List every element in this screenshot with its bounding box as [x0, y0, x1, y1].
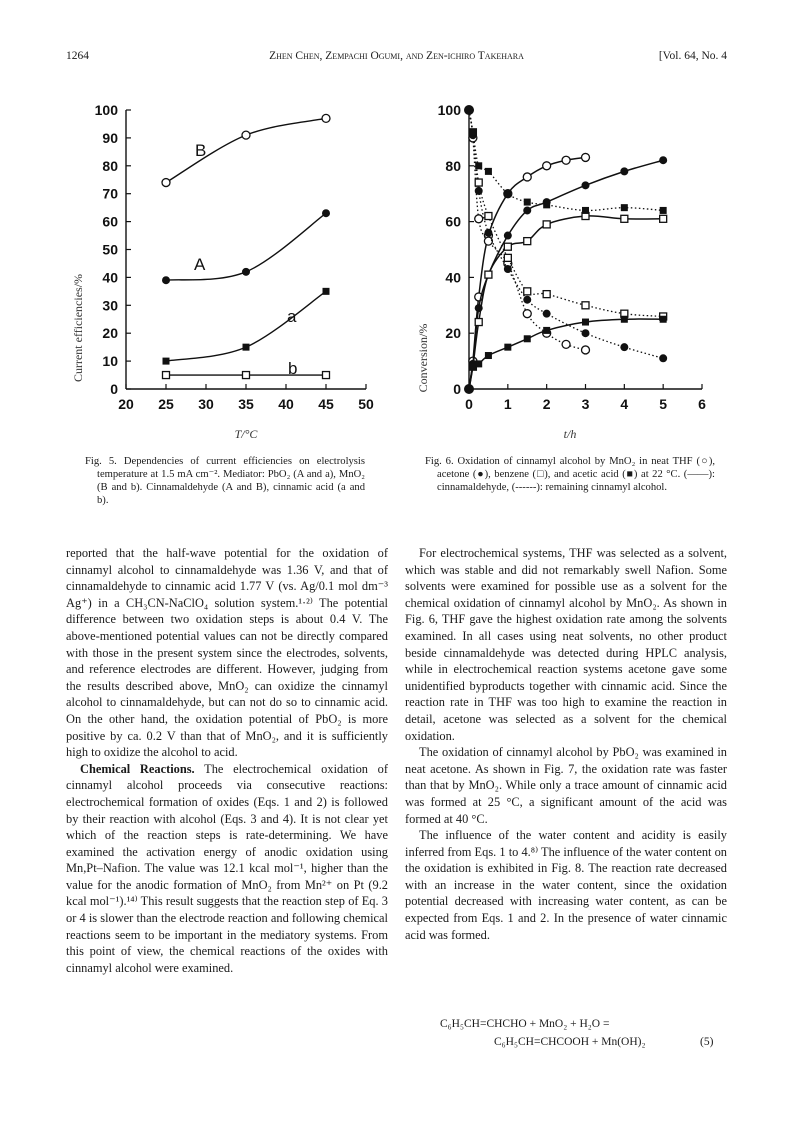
- marker-filled-square: [660, 316, 667, 323]
- fig6-ylabel: Conversion/%: [416, 323, 430, 393]
- x-tick-label: 25: [158, 396, 174, 412]
- marker-open-square: [543, 291, 550, 298]
- curve-label-b: b: [288, 359, 298, 378]
- section-heading: Chemical Reactions.: [80, 761, 195, 776]
- marker-filled-square: [621, 204, 628, 211]
- curve-label-B: B: [195, 141, 207, 160]
- fig5-xlabel: T/°C: [234, 427, 258, 441]
- marker-open-square: [323, 372, 330, 379]
- marker-filled-square: [504, 190, 511, 197]
- marker-filled-square: [243, 344, 250, 351]
- y-tick-label: 30: [102, 297, 118, 314]
- marker-filled-square: [524, 335, 531, 342]
- equation-5-number: (5): [700, 1036, 714, 1048]
- paragraph: Chemical Reactions. The electrochemical oxidation of cinnamyl alcohol proceeds via consecutive reactions: electrochemical formation of oxides (Eqs. 1 and 2) is followed by their reaction with alcohol (Eqs. 3 and 4). It is not clear yet which of the reaction steps is rate-determining. We have examined the activation energy of anodic oxidation using Mn,Pt–Nafion. The value was 12.1 kcal mol⁻¹, higher than the value for the anodic formation of MnO₂ from Mn²⁺ on Pt (9.2 kcal mol⁻¹).¹⁴⁾ This result suggests that the reaction step of Eq. 3 or 4 is slower than the electrode reaction and following chemical reactions seem to be important in the mediatory systems. From this point of view, the chemical reactions of the oxides with cinnamyl alcohol were examined.: [66, 761, 389, 975]
- marker-open-circle: [562, 156, 570, 164]
- y-tick-label: 60: [445, 213, 461, 230]
- x-tick-label: 20: [118, 396, 134, 412]
- y-tick-label: 40: [445, 269, 461, 286]
- curve-label-a: a: [287, 307, 297, 326]
- y-tick-label: 0: [110, 381, 118, 397]
- marker-filled-circle: [504, 232, 512, 240]
- marker-filled-circle: [523, 296, 531, 304]
- marker-filled-square: [323, 288, 330, 295]
- x-tick-label: 4: [620, 396, 629, 412]
- marker-filled-circle: [504, 265, 512, 273]
- equation-5-line1: C₆H₅CH=CHCHO + MnO₂ + H₂O =: [440, 1018, 610, 1030]
- x-tick-label: 50: [358, 396, 374, 412]
- marker-filled-square: [621, 316, 628, 323]
- right-text-column: [405, 545, 727, 943]
- marker-filled-square: [504, 344, 511, 351]
- curve-label-A: A: [194, 255, 206, 274]
- marker-filled-circle: [162, 276, 170, 284]
- marker-filled-square: [163, 358, 170, 365]
- y-tick-label: 90: [102, 129, 118, 146]
- paragraph: reported that the half-wave potential for the oxidation of cinnamyl alcohol to cinnamaldehyde was 1.36 V, and that of cinnamaldehyde to cinnamic acid 1.77 V (vs. Ag/0.1 mol dm⁻³ Ag⁺) in a CH₃CN-NaClO₄ solution system.¹·²⁾ The potential difference between two oxidation steps is about 0.4 V. The above-mentioned potential values can not be directly compared with those in the present system since the electrodes, solvents, and reference electrodes are different. However, judging from the results described above, MnO₂ can oxidize the cinnamyl alcohol to cinnamaldehyde, but can not do so to cinnamic acid. On the other hand, the oxidation potential of PbO₂ is more positive by ca. 0.2 V than that of MnO₂, and it is sufficiently high to oxidize the alcohol to acid.: [66, 546, 388, 760]
- x-tick-label: 5: [659, 396, 668, 412]
- marker-open-circle: [484, 237, 492, 245]
- marker-open-square: [621, 215, 628, 222]
- series-line-solid-filled-square: [469, 319, 663, 389]
- x-tick-label: 3: [581, 396, 590, 412]
- marker-filled-circle: [543, 310, 551, 318]
- marker-filled-circle: [242, 268, 250, 276]
- left-text-column: [66, 545, 388, 976]
- marker-open-square: [163, 372, 170, 379]
- y-tick-label: 50: [102, 241, 118, 258]
- marker-open-square: [524, 288, 531, 295]
- marker-open-circle: [475, 215, 483, 223]
- series-line-dotted-filled-circle: [469, 110, 663, 358]
- marker-filled-square: [543, 327, 550, 334]
- fig6-xlabel: t/h: [563, 427, 577, 441]
- marker-open-square: [582, 302, 589, 309]
- marker-filled-circle: [659, 354, 667, 362]
- marker-open-square: [475, 179, 482, 186]
- figure-6-chart: [405, 98, 725, 443]
- marker-filled-square: [469, 129, 476, 136]
- figure-5-chart: [70, 98, 400, 443]
- y-tick-label: 20: [445, 325, 461, 342]
- marker-open-square: [504, 243, 511, 250]
- marker-filled-circle: [464, 105, 474, 115]
- marker-open-square: [660, 215, 667, 222]
- marker-open-square: [243, 372, 250, 379]
- marker-open-square: [485, 213, 492, 220]
- marker-open-circle: [523, 310, 531, 318]
- series-line-B: [166, 118, 326, 182]
- x-tick-label: 30: [198, 396, 214, 412]
- y-tick-label: 60: [102, 213, 118, 230]
- x-tick-label: 35: [238, 396, 254, 412]
- marker-open-circle: [162, 179, 170, 187]
- x-tick-label: 40: [278, 396, 294, 412]
- marker-filled-circle: [523, 206, 531, 214]
- figure-6-caption: Fig. 6. Oxidation of cinnamyl alcohol by MnO₂ in neat THF (○), acetone (●), benzene (□), and acetic acid (■) at 22 °C. (——): cinnamaldehyde, (------): remaining cinnamyl alcohol.: [425, 456, 715, 493]
- marker-filled-square: [543, 201, 550, 208]
- fig5-ylabel: Current efficiencies/%: [71, 273, 85, 383]
- y-tick-label: 100: [94, 102, 118, 118]
- marker-filled-square: [475, 360, 482, 367]
- series-line-dotted-open-square: [469, 110, 663, 316]
- marker-open-circle: [582, 153, 590, 161]
- marker-filled-circle: [620, 343, 628, 351]
- paragraph: The influence of the water content and acidity is easily inferred from Eqs. 1 to 4.⁸⁾ The influence of the water content on the oxidation is exhibited in Fig. 8. The reaction rate decreased with an increase in the water content, since the oxidation potential decreased with increasing water content, as can be expected from Eqs. 1 and 2. In the presence of water cinnamic acid was formed.: [405, 828, 727, 942]
- running-head-authors: Zhen Chen, Zempachi Ogumi, and Zen-ichiro Takehara: [269, 50, 524, 62]
- marker-filled-circle: [659, 156, 667, 164]
- y-tick-label: 80: [445, 157, 461, 174]
- marker-open-square: [485, 271, 492, 278]
- marker-filled-square: [485, 168, 492, 175]
- paragraph: For electrochemical systems, THF was selected as a solvent, which was stable and did not remarkably swell Nafion. Some solvents were examined for possible use as a solvent for the chemical oxidation of cinnamyl alcohol by MnO₂. As shown in Fig. 6, THF gave the highest oxidation rate among the solvents examined. In all cases using neat solvents, no other product beside cinnamaldehyde was detected during HPLC analysis, while in electrochemical reaction systems acetone gave some unidentified byproducts together with cinnamic acid. Since the reaction rate in THF was too high to examine the reaction in detail, acetone was selected as a solvent for the chemical oxidation.: [405, 546, 727, 743]
- y-tick-label: 10: [102, 353, 118, 370]
- marker-filled-circle: [464, 384, 474, 394]
- marker-filled-square: [582, 319, 589, 326]
- marker-filled-square: [582, 207, 589, 214]
- marker-filled-square: [660, 207, 667, 214]
- marker-open-circle: [582, 346, 590, 354]
- x-tick-label: 45: [318, 396, 334, 412]
- running-head-volume: [Vol. 64, No. 4: [658, 50, 727, 62]
- marker-open-square: [524, 238, 531, 245]
- marker-filled-circle: [582, 329, 590, 337]
- marker-filled-circle: [484, 229, 492, 237]
- y-tick-label: 70: [102, 185, 118, 202]
- series-line-solid-filled-circle: [469, 160, 663, 389]
- marker-open-circle: [242, 131, 250, 139]
- x-tick-label: 6: [698, 396, 706, 412]
- marker-open-square: [504, 254, 511, 261]
- marker-open-square: [475, 319, 482, 326]
- y-tick-label: 100: [437, 102, 461, 118]
- paragraph: The oxidation of cinnamyl alcohol by PbO₂ was examined in neat acetone. As shown in Fig. 7, the oxidation rate was faster than that by MnO₂. While only a trace amount of cinnamic acid was formed at 25 °C, a significant amount of the acid was formed at 40 °C.: [405, 745, 727, 826]
- marker-filled-circle: [582, 181, 590, 189]
- page-number: 1264: [66, 50, 89, 62]
- y-tick-label: 40: [102, 269, 118, 286]
- x-tick-label: 0: [465, 396, 473, 412]
- y-tick-label: 80: [102, 157, 118, 174]
- x-tick-label: 1: [503, 396, 512, 412]
- marker-filled-circle: [620, 167, 628, 175]
- marker-open-circle: [562, 340, 570, 348]
- y-tick-label: 20: [102, 325, 118, 342]
- marker-filled-square: [524, 199, 531, 206]
- marker-open-square: [543, 221, 550, 228]
- marker-filled-circle: [322, 209, 330, 217]
- marker-filled-square: [475, 162, 482, 169]
- marker-open-circle: [543, 162, 551, 170]
- equation-5-line2: C₆H₅CH=CHCOOH + Mn(OH)₂: [494, 1036, 646, 1048]
- marker-open-circle: [322, 114, 330, 122]
- x-tick-label: 2: [542, 396, 551, 412]
- marker-filled-square: [485, 352, 492, 359]
- y-tick-label: 0: [453, 381, 461, 397]
- marker-open-circle: [523, 173, 531, 181]
- series-line-solid-open-square: [469, 216, 663, 389]
- figure-5-caption: Fig. 5. Dependencies of current efficiencies on electrolysis temperature at 1.5 mA cm⁻². Mediator: PbO₂ (A and a), MnO₂ (B and b). Cinnamaldehyde (A and B), cinnamic acid (a and b).: [85, 456, 365, 506]
